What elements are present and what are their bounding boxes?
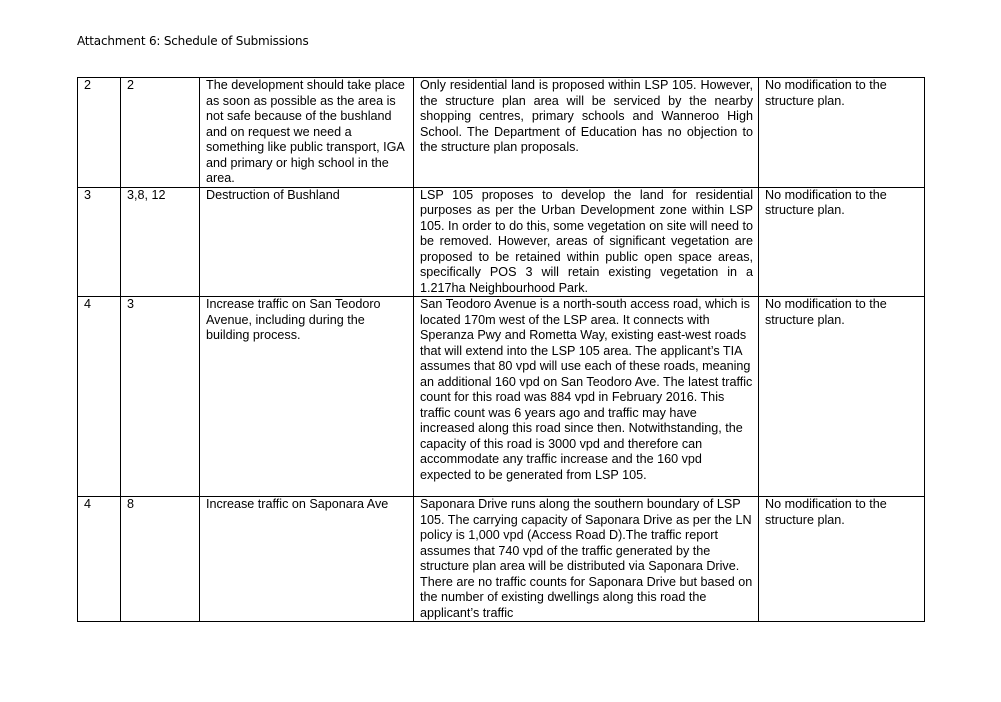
item-number-cell: 2 (78, 78, 121, 188)
table-row (78, 187, 925, 297)
issue-cell: Increase traffic on San Teodoro Avenue, including during the building process. (200, 297, 414, 497)
issue-cell: Destruction of Bushland (200, 187, 414, 297)
issue-cell: Increase traffic on Saponara Ave (200, 497, 414, 622)
submissions-table (77, 77, 925, 622)
issue-cell: The development should take place as soon as possible as the area is not safe because of the bushland and on request we need a something like public transport, IGA and primary or high school in the area. (200, 78, 414, 188)
page-header: Attachment 6: Schedule of Submissions (77, 34, 309, 48)
response-cell: Saponara Drive runs along the southern boundary of LSP 105. The carrying capacity of Saponara Drive as per the LN policy is 1,000 vpd (Access Road D).The traffic report assumes that 740 vpd of the traffic generated by the structure plan area will be distributed via Saponara Drive. There are no traffic counts for Saponara Drive but based on the number of existing dwellings along this road the applicant’s traffic (414, 497, 759, 622)
submission-number-cell: 2 (121, 78, 200, 188)
table-row (78, 78, 925, 188)
table-row (78, 297, 925, 497)
item-number-cell: 4 (78, 297, 121, 497)
recommendation-cell: No modification to the structure plan. (759, 187, 925, 297)
recommendation-cell: No modification to the structure plan. (759, 297, 925, 497)
recommendation-cell: No modification to the structure plan. (759, 497, 925, 622)
response-cell: San Teodoro Avenue is a north-south access road, which is located 170m west of the LSP area. It connects with Speranza Pwy and Rometta Way, existing east-west roads that will extend into the LSP 105 area. The applicant’s TIA assumes that 80 vpd will use each of these roads, meaning an additional 160 vpd on San Teodoro Ave. The latest traffic count for this road was 884 vpd in February 2016. This traffic count was 6 years ago and traffic may have increased along this road since then. Notwithstanding, the capacity of this road is 3000 vpd and therefore can accommodate any traffic increase and the 160 vpd expected to be generated from LSP 105. (414, 297, 759, 497)
response-cell: LSP 105 proposes to develop the land for residential purposes as per the Urban Development zone within LSP 105. In order to do this, some vegetation on site will need to be removed. However, areas of significant vegetation are proposed to be retained within public open space areas, specifically POS 3 will retain existing vegetation in a 1.217ha Neighbourhood Park. (414, 187, 759, 297)
item-number-cell: 3 (78, 187, 121, 297)
recommendation-cell: No modification to the structure plan. (759, 78, 925, 188)
submission-number-cell: 3 (121, 297, 200, 497)
item-number-cell: 4 (78, 497, 121, 622)
response-cell: Only residential land is proposed within LSP 105. However, the structure plan area will be serviced by the nearby shopping centres, primary schools and Wanneroo High School. The Department of Education has no objection to the structure plan proposals. (414, 78, 759, 188)
submission-number-cell: 3,8, 12 (121, 187, 200, 297)
submission-number-cell: 8 (121, 497, 200, 622)
table-row (78, 497, 925, 622)
